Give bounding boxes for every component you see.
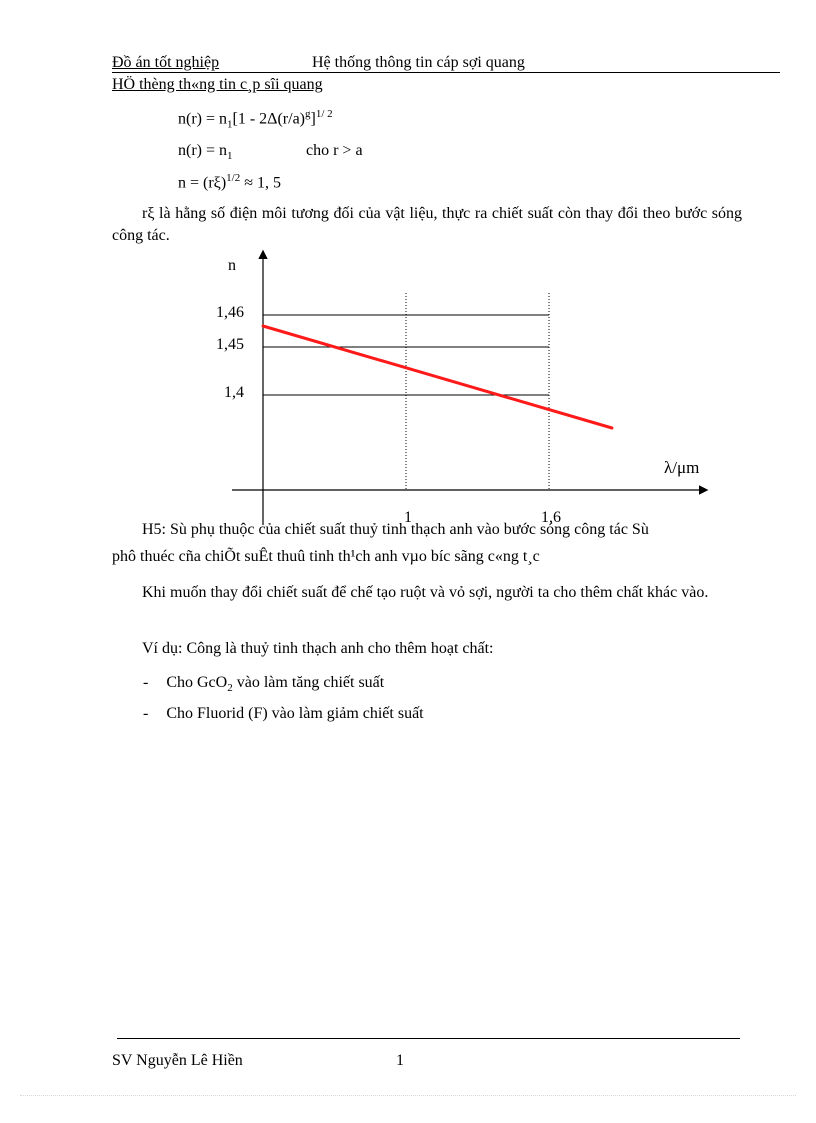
header-left: Đồ án tốt nghiệp	[112, 54, 220, 71]
list-item	[143, 674, 384, 694]
x-tick-label: 1,6	[541, 509, 561, 526]
footer-page-number: 1	[396, 1052, 404, 1069]
list-bullet: -	[143, 705, 149, 722]
x-axis-label: λ/μm	[664, 458, 700, 477]
figure-caption-line1: H5: Sù phụ thuộc của chiết suất thuỷ tinh thạch anh vào bước sóng công tác Sù	[142, 521, 649, 538]
paragraph-dielectric: rξ là hằng số điện môi tương đối của vật liệu, thực ra chiết suất còn thay đổi theo bước sóng công tác.	[112, 205, 742, 244]
paragraph-example: Ví dụ: Công là thuỷ tinh thạch anh cho thêm hoạt chất:	[142, 640, 494, 657]
y-tick-label: 1,4	[224, 384, 244, 401]
figure-caption-line2: phô thuéc cña chiÕt suÊt thuû tinh th¹ch anh vµo bíc sãng c«ng t¸c	[112, 548, 540, 565]
list-text-pre: Cho Fluorid (F) vào làm giảm chiết suất	[166, 705, 424, 722]
eq1-main: n(r) = n	[178, 110, 228, 128]
x-tick-label: 1	[404, 509, 412, 526]
list-bullet: -	[143, 674, 149, 691]
y-tick-label: 1,46	[216, 304, 244, 321]
eq3-exp: 1/2	[226, 172, 241, 184]
page-bottom-edge	[20, 1095, 796, 1096]
eq3-main: n = (rξ)	[178, 174, 227, 192]
eq2-sub: 1	[227, 150, 233, 163]
eq1-exp: 1/ 2	[315, 108, 333, 120]
footer-author: SV Nguyễn Lê Hiền	[112, 1052, 243, 1069]
series-line	[263, 326, 612, 428]
paragraph-doping: Khi muốn thay đổi chiết suất để chế tạo ruột và vỏ sợi, người ta cho thêm chất khác vào.	[142, 584, 709, 601]
eq1-close: ]	[310, 110, 316, 128]
header-subtitle: HÖ thèng th«ng tin c¸p sîi quang	[112, 76, 323, 93]
eq1-rest: [1 - 2Δ(r/a)	[232, 110, 305, 128]
list-text-post: vào làm tăng chiết suất	[232, 674, 385, 691]
list-text-pre: Cho GcO	[166, 674, 228, 691]
footer-rule	[117, 1038, 740, 1039]
equation-2-condition: cho r > a	[306, 142, 363, 159]
list-item	[143, 705, 424, 723]
header-right: Hệ thống thông tin cáp sợi quang	[312, 54, 525, 71]
list-text-sub: 2	[227, 682, 233, 695]
y-axis-label: n	[228, 257, 236, 274]
y-tick-label: 1,45	[216, 336, 244, 353]
eq1-sub: 1	[227, 118, 233, 131]
eq2-main: n(r) = n	[178, 142, 228, 159]
eq1-g: g	[305, 108, 311, 120]
eq3-rest: ≈ 1, 5	[240, 174, 281, 192]
